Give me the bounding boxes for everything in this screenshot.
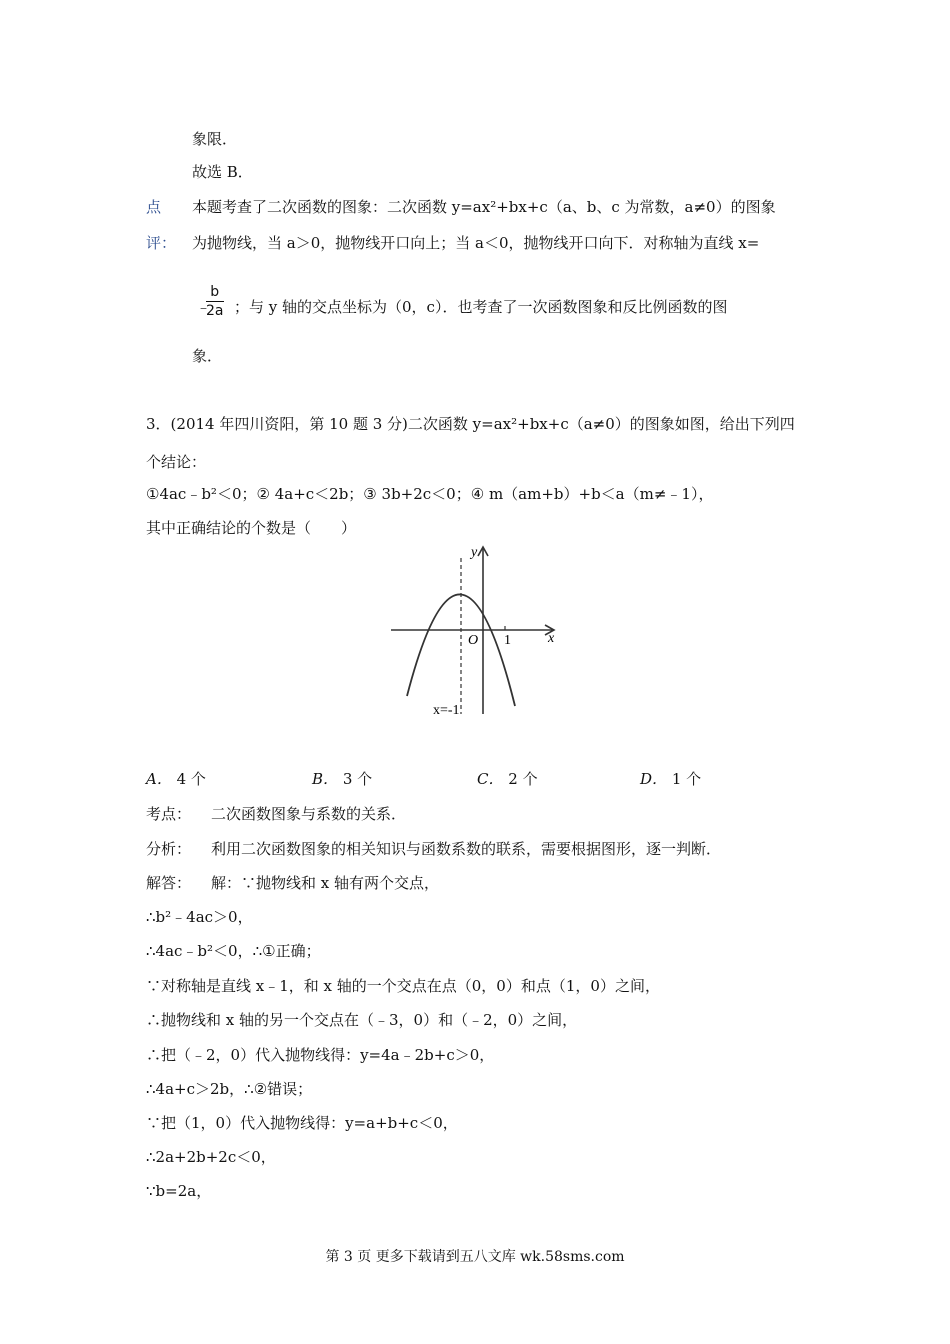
option-d-letter: D． — [640, 770, 668, 788]
solution-step: ∴2a+2b+2c＜0， — [146, 1148, 276, 1166]
solution-step: ∵对称轴是直线 x﹣1，和 x 轴的一个交点在点（0，0）和点（1，0）之间， — [146, 977, 660, 995]
fenxi-label: 分析： — [146, 840, 192, 858]
solution-step: ∴抛物线和 x 轴的另一个交点在（﹣3，0）和（﹣2，0）之间， — [146, 1011, 578, 1029]
question-line-2: 个结论： — [146, 453, 207, 471]
option-c-letter: C． — [477, 770, 504, 788]
solution-step: ∴b²﹣4ac＞0， — [146, 908, 253, 926]
y-label: y — [471, 545, 478, 560]
fraction-b-over-2a — [206, 284, 224, 319]
comment-line-3: ；与 y 轴的交点坐标为（0，c）．也考查了一次函数图象和反比例函数的图 — [234, 298, 728, 316]
x-label: x — [548, 631, 555, 646]
option-d-text: 1 个 — [671, 770, 702, 788]
option-c — [477, 768, 538, 789]
option-b — [312, 768, 372, 789]
option-b-letter: B． — [312, 770, 339, 788]
fraction-denominator: 2a — [206, 303, 224, 319]
option-a — [146, 768, 206, 789]
comment-line-1: 本题考查了二次函数的图象：二次函数 y=ax²+bx+c（a、b、c 为常数，a≠0）的图象 — [192, 198, 776, 216]
jieda-label: 解答： — [146, 874, 192, 892]
fenxi-text: 利用二次函数图象的相关知识与函数系数的联系，需要根据图形，逐一判断． — [211, 840, 722, 858]
comment-line-4: 象． — [192, 347, 223, 365]
solution-step: ∵把（1，0）代入抛物线得：y=a+b+c＜0， — [146, 1114, 458, 1132]
kaodian-label: 考点： — [146, 805, 192, 823]
prev-line-2: 故选 B． — [192, 163, 253, 181]
page-footer: 第 3 页 更多下载请到五八文库 wk.58sms.com — [325, 1249, 625, 1265]
option-a-letter: A． — [146, 770, 172, 788]
comment-label-top: 点 — [146, 198, 162, 216]
question-line-4: 其中正确结论的个数是（ ） — [146, 519, 357, 537]
comment-frac-prefix: ﹣ — [196, 298, 212, 316]
solution-step: ∴把（﹣2，0）代入抛物线得：y=4a﹣2b+c＞0， — [146, 1046, 495, 1064]
symmetry-axis-label: x=-1 — [433, 703, 460, 718]
option-c-text: 2 个 — [508, 770, 538, 788]
comment-label-bottom: 评： — [146, 234, 177, 252]
comment-line-2: 为抛物线，当 a＞0，抛物线开口向上；当 a＜0，抛物线开口向下．对称轴为直线 x= — [192, 234, 760, 252]
option-b-text: 3 个 — [342, 770, 373, 788]
solution-step: ∴4ac﹣b²＜0，∴①正确； — [146, 942, 321, 960]
kaodian-text: 二次函数图象与系数的关系． — [211, 805, 407, 823]
prev-line-1: 象限． — [192, 130, 238, 148]
option-a-text: 4 个 — [176, 770, 206, 788]
origin-label: O — [468, 633, 479, 648]
solution-step: ∵b=2a， — [146, 1182, 212, 1200]
fraction-numerator: b — [206, 284, 224, 302]
parabola-figure — [385, 540, 565, 720]
jieda-text: 解：∵抛物线和 x 轴有两个交点， — [211, 874, 439, 892]
option-d — [640, 768, 701, 789]
solution-step: ∴4a+c＞2b，∴②错误； — [146, 1080, 313, 1098]
one-label: 1 — [504, 633, 511, 648]
question-line-1: 3．(2014 年四川资阳，第 10 题 3 分)二次函数 y=ax²+bx+c（a≠0）的图象如图，给出下列四 — [146, 415, 795, 433]
question-line-3: ①4ac﹣b²＜0；② 4a+c＜2b；③ 3b+2c＜0；④ m（am+b）+b＜a（m≠﹣1）， — [146, 485, 714, 503]
